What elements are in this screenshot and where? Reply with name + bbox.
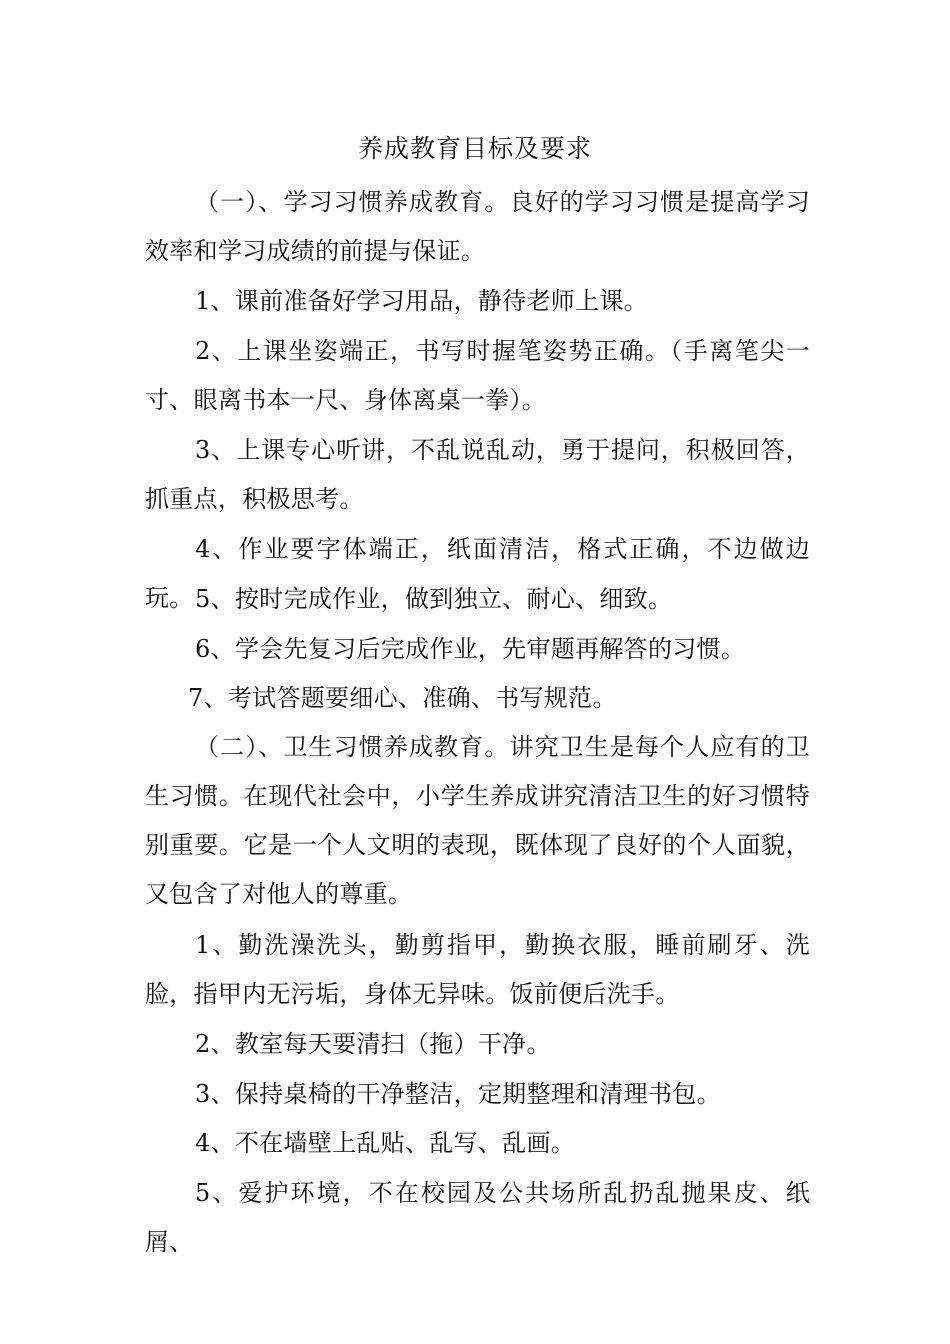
paragraph-hygiene-item-4: 4、不在墙壁上乱贴、乱写、乱画。: [195, 1129, 576, 1157]
paragraph-hygiene-item-1: 1、勤洗澡洗头，勤剪指甲，勤换衣服，睡前刷牙、洗脸，指甲内无污垢，身体无异味。饭前便后洗手。: [145, 931, 810, 1008]
paragraph-item-7: 7、考试答题要细心、准确、书写规范。: [188, 684, 617, 712]
paragraph-hygiene-item-5: 5、爱护环境，不在校园及公共场所乱扔乱抛果皮、纸屑、: [145, 1179, 810, 1256]
paragraph-hygiene-habits-intro: （二）、卫生习惯养成教育。讲究卫生是每个人应有的卫生习惯。在现代社会中，小学生养成讲究清洁卫生的好习惯特别重要。它是一个人文明的表现，既体现了良好的个人面貌，又包含了对他人的尊重。: [145, 733, 810, 908]
document-title: 养成教育目标及要求: [357, 134, 592, 163]
paragraph-item-5: 5、按时完成作业，做到独立、耐心、细致。: [195, 585, 673, 613]
paragraph-item-4: 4、作业要字体端正，纸面清洁，格式正确，不边做边玩。: [145, 535, 810, 612]
paragraph-hygiene-item-2: 2、教室每天要清扫（拖）干净。: [195, 1030, 551, 1058]
paragraph-item-3: 3、上课专心听讲，不乱说乱动，勇于提问，积极回答，抓重点，积极思考。: [145, 436, 810, 513]
paragraph-item-1: 1、课前准备好学习用品，静待老师上课。: [195, 287, 648, 315]
paragraph-item-6: 6、学会先复习后完成作业，先审题再解答的习惯。: [195, 635, 746, 663]
paragraph-item-2: 2、上课坐姿端正，书写时握笔姿势正确。（手离笔尖一寸、眼离书本一尺、身体离桌一拳）。: [145, 337, 810, 414]
paragraph-study-habits-intro: （一）、学习习惯养成教育。良好的学习习惯是提高学习效率和学习成绩的前提与保证。: [145, 188, 810, 265]
paragraph-hygiene-item-3: 3、保持桌椅的干净整洁，定期整理和清理书包。: [195, 1080, 721, 1108]
